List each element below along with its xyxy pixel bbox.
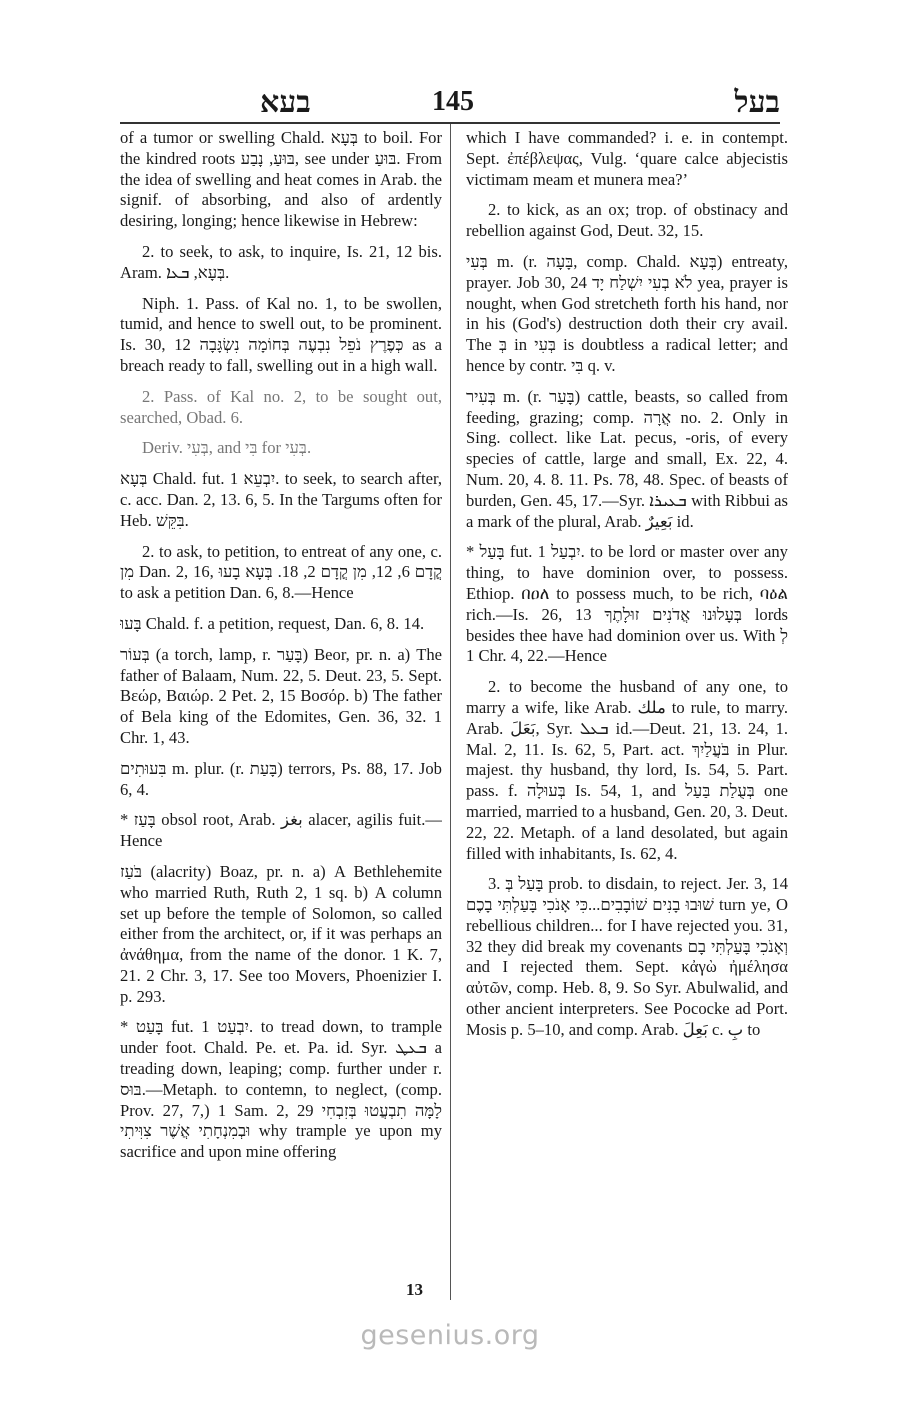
right-head-word: בעל <box>734 86 780 119</box>
site-watermark: gesenius.org <box>360 1320 540 1351</box>
entry-paragraph: * בָּעַט fut. יִבְעַט 1. to tread down, to trample under foot. Chald. Pe. et. Pa. id. Syr. ܒܥܛ a treading down, leaping; comp. further under r. בּוּס.—Metaph. to contemn, to neglect, (comp. Prov. 27, 7,) 1 Sam. 2, 29 לָמָּה תִבְעֲטוּ בְּזִבְחִי וּבְמִנְחָתִי אֲשֶׁר צִוִּיתִי why trample ye upon my sacrifice and upon mine offering <box>120 1017 442 1162</box>
column-divider <box>450 124 451 1300</box>
entry-paragraph: 2. Pass. of Kal no. 2, to be sought out, searched, Obad. 6. <box>120 386 442 427</box>
entry-paragraph: בְּעִי m. (r. בָּעָה, comp. Chald. בְּעָא) entreaty, prayer. Job 30, 24 לֹא בְעִי יִשְׁלַח יָד yea, prayer is nought, when God stretcheth forth his hand, nor in his (God's) destruction doth their cry avail. The בְּ in בְּעִי is doubtless a radical letter; and hence by contr. בִּי q. v. <box>466 251 788 375</box>
entry-paragraph: of a tumor or swelling Chald. בְּעָא to boil. For the kindred roots בּוּעַ, נָבַע, see under בּוּעַ. From the idea of swelling and heat comes in Arab. the signif. of absorbing, and also of ardently desiring, longing; hence likewise in Hebrew: <box>120 128 442 231</box>
left-head-word: בעא <box>260 86 311 119</box>
entry-paragraph: Niph. 1. Pass. of Kal no. 1, to be swollen, tumid, and hence to swell out, to be prominent. Is. 30, 12 כְּפֶרֶץ נֹפֵל נִבְעֶה בְּחוֹמָה נִשְׂגָּבָה as a breach ready to fall, swelling out in a high wall. <box>120 293 442 375</box>
entry-paragraph: בְּעָא Chald. fut. יִבְעֵא 1. to seek, to search after, c. acc. Dan. 2, 13. 6, 5. In the Targums often for Heb. בִּקֵּשׁ. <box>120 469 442 530</box>
entry-paragraph: 2. to seek, to ask, to inquire, Is. 21, 12 bis. Aram. בְּעָא, ܒܥܐ. <box>120 241 442 282</box>
entry-paragraph: בְּעוֹר (a torch, lamp, r. בָּעַר) Beor, pr. n. a) The father of Balaam, Num. 22, 5. Deut. 23, 5. Sept. Βεώρ, Βαιώρ. 2 Pet. 2, 15 Βοσόρ. b) The father of Bela king of the Edomites, Gen. 36, 32. 1 Chr. 1, 43. <box>120 644 442 747</box>
entry-paragraph: בָּעוּ Chald. f. a petition, request, Dan. 6, 8. 14. <box>120 613 425 633</box>
entry-paragraph: Deriv. בְּעִי, and בִּי for בְּעִי. <box>142 438 312 458</box>
entry-paragraph: 2. to become the husband of any one, to marry a wife, like Arab. ملك to rule, to marry. Arab. بَعَلَ, Syr. ܒܥܠ id.—Deut. 21, 13. 24, 1. Mal. 2, 11. Is. 62, 5, Part. act. בֹּעֲלַיִךְ in Plur. majest. thy husband, thy lord, Is. 54, 5. Part. pass. f. בְּעוּלָה Is. 54, 1, and בְּעֻלַת בַּעַל one married, married to a husband, Gen. 20, 3. Deut. 22, 22. Metaph. of a land desolated, but again filled with inhabitants, Is. 62, 4. <box>466 677 788 863</box>
entry-paragraph: 2. to kick, as an ox; trop. of obstinacy and rebellion against God, Deut. 32, 15. <box>466 200 788 241</box>
entry-paragraph: 2. to ask, to petition, to entreat of any one, c. מִן Dan. 2, 16, קֳדָם 6, 12, מִן קֳדָם 2, 18. בְּעָא בָעוּ to ask a petition Dan. 6, 8.—Hence <box>120 541 442 603</box>
right-column <box>466 128 788 1288</box>
entry-paragraph: בֹּעַז (alacrity) Boaz, pr. n. a) A Bethlehemite who married Ruth, Ruth 2, 1 sq. b) A column set up before the temple of Solomon, so called either from the architect, or, if it was perhaps an ἀνάθημα, from the name of the donor. 1 K. 7, 21. 2 Chr. 3, 17. See too Movers, Phoenizier I. p. 293. <box>120 861 442 1006</box>
entry-paragraph: בִּעוּתִים m. plur. (r. בָּעַת) terrors, Ps. 88, 17. Job 6, 4. <box>120 758 442 799</box>
signature-mark: 13 <box>406 1280 423 1299</box>
entry-paragraph: בְּעִיר m. (r. בָּעַר) cattle, beasts, so called from feeding, grazing; comp. אֲרָה no. 2. Only in Sing. collect. like Lat. pecus, -oris, of every species of cattle, large and small, Ex. 22, 4. Num. 20, 4. 8. 11. Ps. 78, 48. Spec. of beasts of burden, Gen. 45, 17.—Syr. ܒܥܝܪܐ with Ribbui as a mark of the plural, Arab. بَعِيرٌ id. <box>466 386 788 531</box>
page-number: 145 <box>432 86 474 117</box>
left-column <box>120 128 442 1288</box>
entry-paragraph: * בָּעַל fut. יִבְעַל 1. to be lord or master over any thing, to have dominion over, to possess. Ethiop. በዐለ to possess much, to be rich, ባዕል rich.—Is. 26, 13 בְּעָלוּנוּ אֲדֹנִים זוּלָתֶךָ lords besides thee have had dominion over us. With לְ 1 Chr. 4, 22.—Hence <box>466 542 788 666</box>
entry-paragraph: which I have commanded? i. e. in contempt. Sept. ἐπέβλεψας, Vulg. ‘quare calce abjecistis victimam meam et munera mea?’ <box>466 128 788 189</box>
entry-paragraph: 3. בָּעַל בְּ prob. to disdain, to reject. Jer. 3, 14 שׁוּבוּ בָנִים שׁוֹבָבִים...כִּי אָנֹכִי בָּעַלְתִּי בָכֶם turn ye, O rebellious children... for I have rejected you. 31, 32 they did break my covenants וְאָנֹכִי בָּעַלְתִּי בָם and I rejected them. Sept. κἀγὼ ἠμέλησα αὐτῶν, comp. Heb. 8, 9. So Syr. Abulwalid, and other ancient interpreters. See Pococke ad Port. Mosis p. 5–10, and comp. Arab. بَعِلَ c. بِ to <box>466 874 788 1039</box>
entry-paragraph: * בָּעַז obsol root, Arab. بغز alacer, agilis fuit.—Hence <box>120 810 442 851</box>
running-head <box>120 86 780 126</box>
